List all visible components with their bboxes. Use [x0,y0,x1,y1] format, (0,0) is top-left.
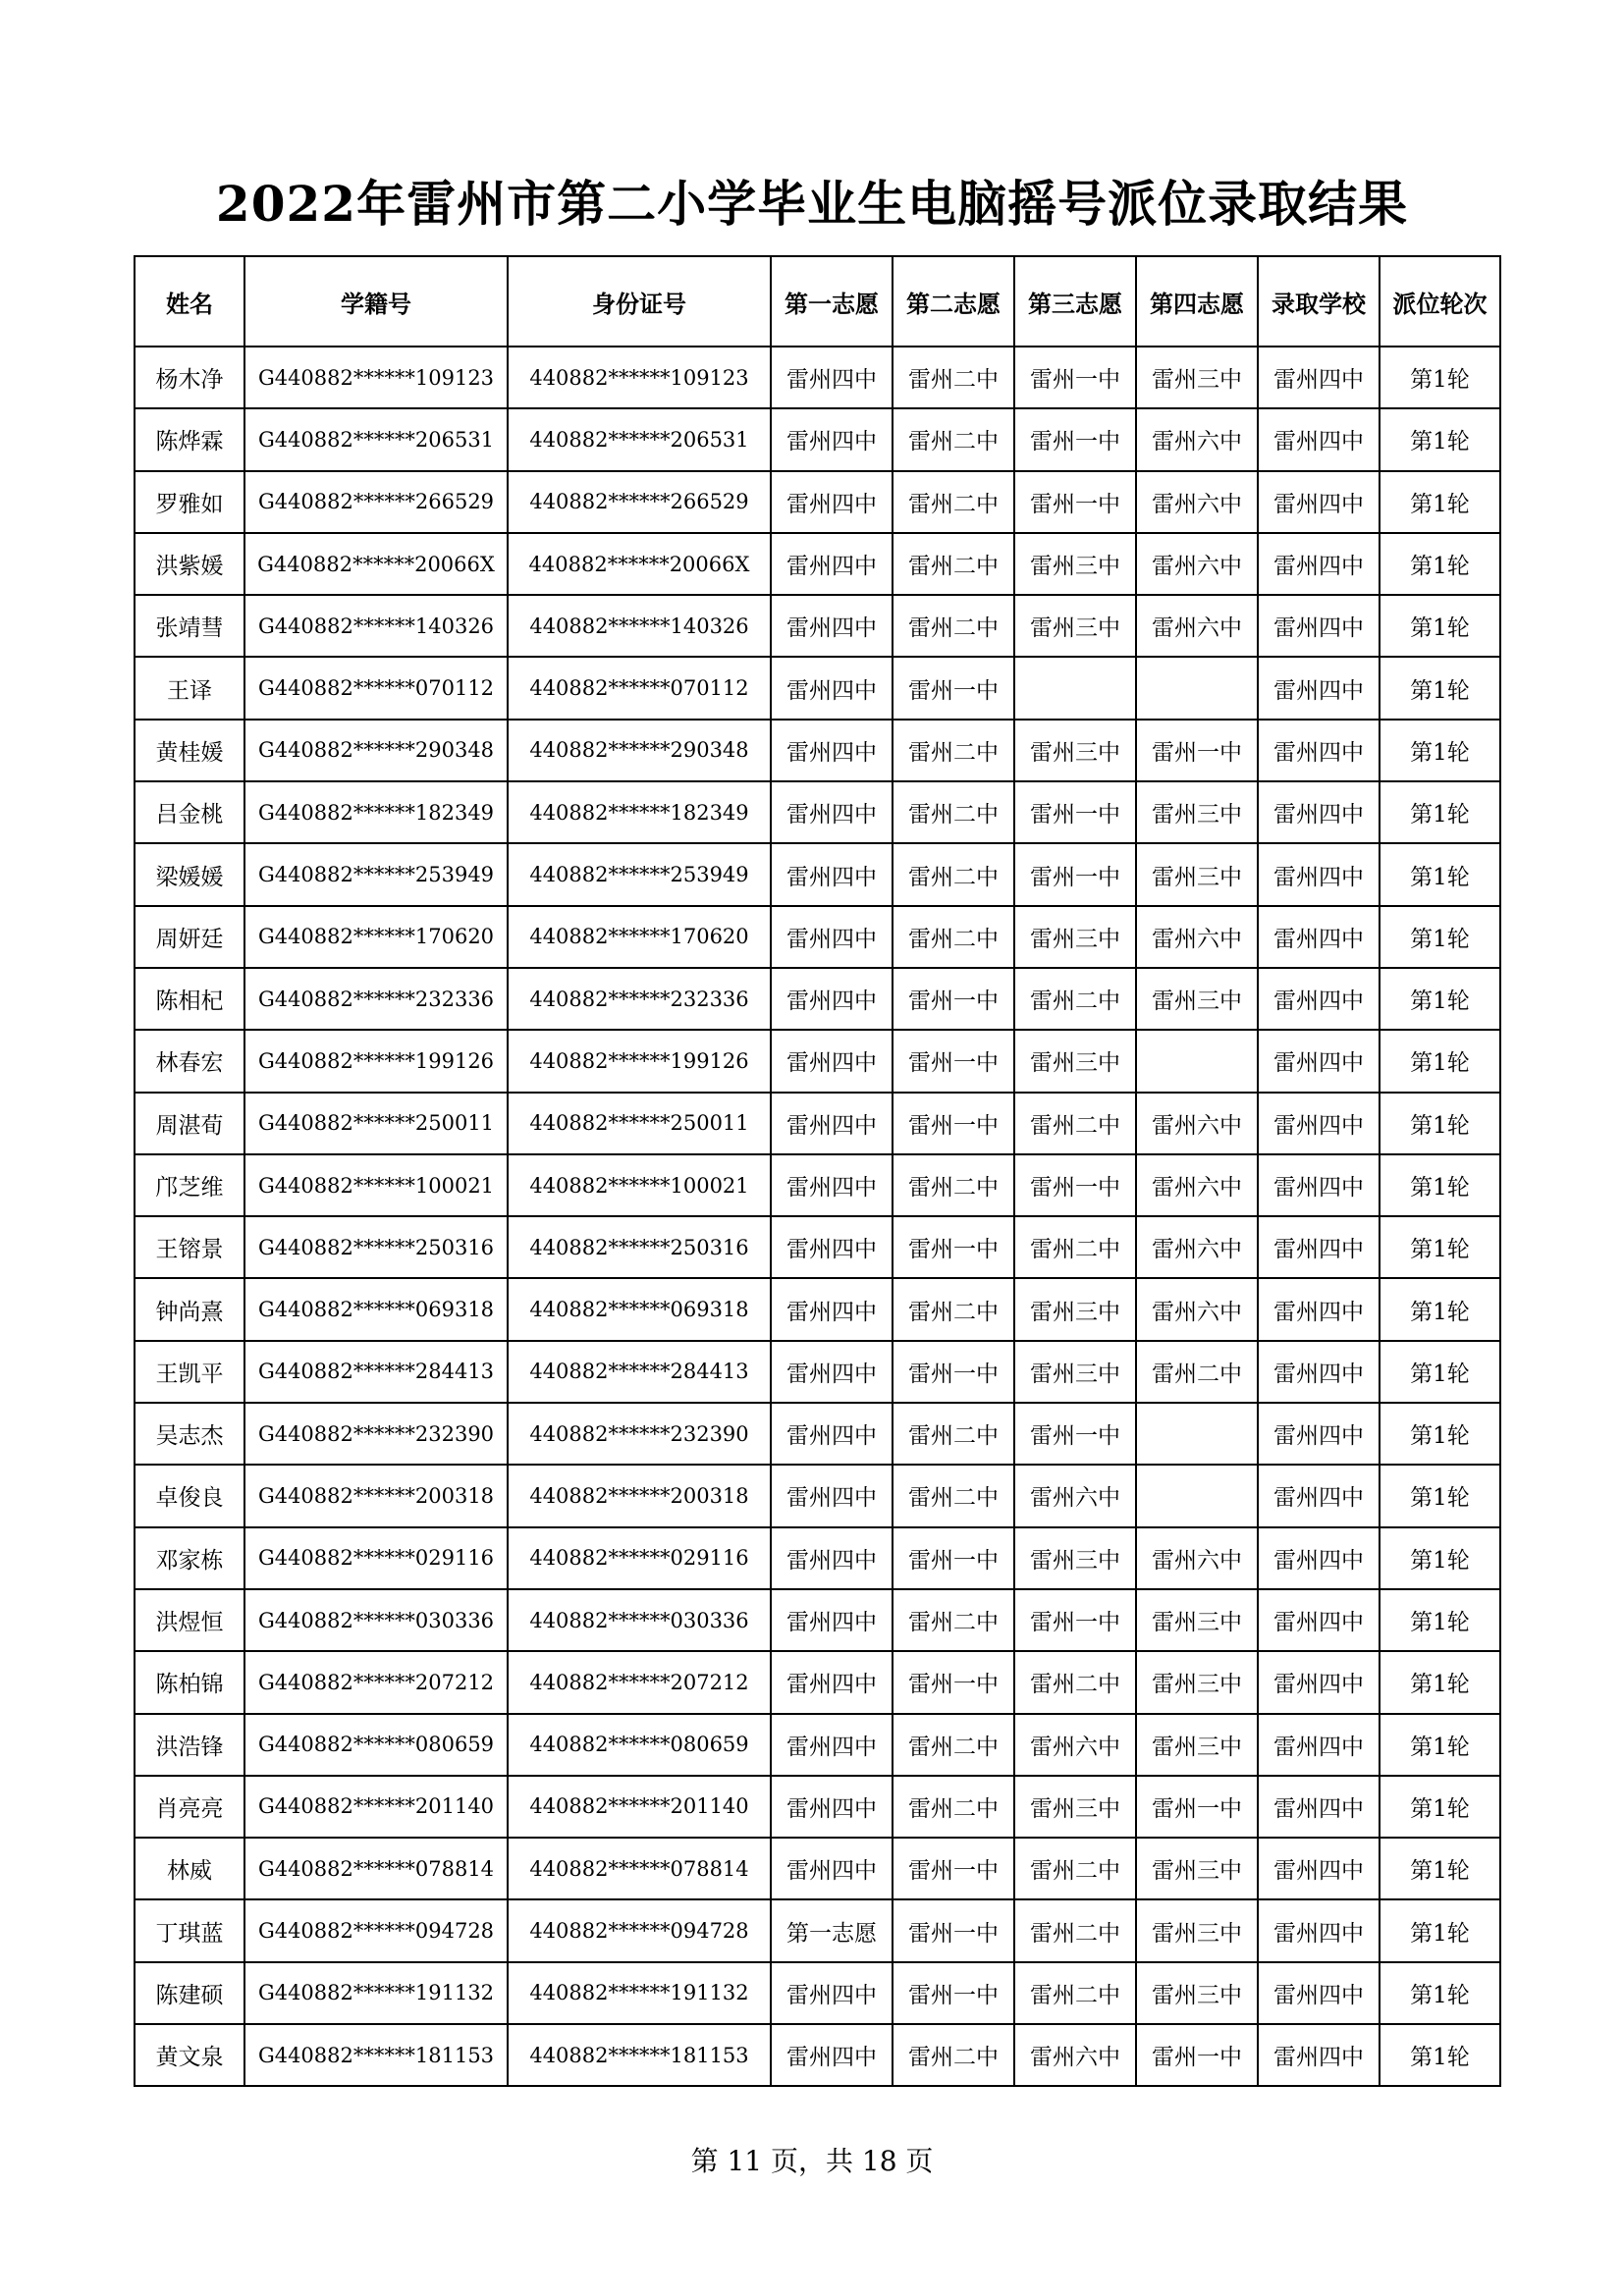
name-cell: 陈相杞 [135,968,244,1030]
choice-4-cell: 雷州六中 [1136,1216,1258,1278]
choice-1-cell: 雷州四中 [771,1216,893,1278]
choice-1-cell: 雷州四中 [771,1838,893,1899]
choice-4-cell: 雷州三中 [1136,843,1258,905]
choice-4-cell: 雷州三中 [1136,1899,1258,1961]
choice-4-cell: 雷州六中 [1136,595,1258,657]
round-cell: 第1轮 [1380,1403,1500,1465]
choice-2-cell: 雷州一中 [893,657,1014,719]
id-card-cell: 440882******170620 [508,906,771,968]
choice-4-cell: 雷州三中 [1136,1962,1258,2024]
student-id-cell: G440882******250316 [244,1216,508,1278]
round-cell: 第1轮 [1380,1714,1500,1776]
table-row [135,1589,1500,1651]
round-cell: 第1轮 [1380,720,1500,781]
id-card-cell: 440882******250011 [508,1093,771,1154]
student-id-cell: G440882******069318 [244,1278,508,1340]
choice-3-cell: 雷州一中 [1014,408,1136,470]
student-id-cell: G440882******094728 [244,1899,508,1961]
choice-4-cell [1136,1465,1258,1526]
choice-2-cell: 雷州二中 [893,533,1014,595]
admitted-school-cell: 雷州四中 [1258,843,1380,905]
round-cell: 第1轮 [1380,1527,1500,1589]
choice-4-cell: 雷州六中 [1136,1527,1258,1589]
id-card-cell: 440882******070112 [508,657,771,719]
choice-1-cell: 雷州四中 [771,1093,893,1154]
name-cell: 卓俊良 [135,1465,244,1526]
table-row [135,2024,1500,2086]
choice-4-cell: 雷州三中 [1136,1651,1258,1713]
choice-3-cell: 雷州一中 [1014,781,1136,843]
choice-1-cell: 雷州四中 [771,1962,893,2024]
choice-2-cell: 雷州一中 [893,1962,1014,2024]
table-row [135,1465,1500,1526]
choice-1-cell: 雷州四中 [771,1341,893,1403]
choice-3-cell: 雷州三中 [1014,533,1136,595]
round-cell: 第1轮 [1380,408,1500,470]
choice-1-cell: 雷州四中 [771,1527,893,1589]
round-cell: 第1轮 [1380,595,1500,657]
student-id-cell: G440882******207212 [244,1651,508,1713]
choice-1-cell: 雷州四中 [771,657,893,719]
choice-4-cell: 雷州六中 [1136,1093,1258,1154]
id-card-cell: 440882******290348 [508,720,771,781]
choice-1-cell: 雷州四中 [771,1465,893,1526]
choice-2-cell: 雷州二中 [893,347,1014,408]
choice-2-cell: 雷州二中 [893,906,1014,968]
admission-results-table [134,255,1501,2087]
admitted-school-cell: 雷州四中 [1258,471,1380,533]
name-cell: 邓家栋 [135,1527,244,1589]
choice-3-cell: 雷州一中 [1014,1589,1136,1651]
name-cell: 洪煜恒 [135,1589,244,1651]
round-cell: 第1轮 [1380,1216,1500,1278]
choice-3-cell: 雷州一中 [1014,471,1136,533]
round-cell: 第1轮 [1380,533,1500,595]
student-id-cell: G440882******201140 [244,1776,508,1838]
id-card-cell: 440882******029116 [508,1527,771,1589]
choice-4-cell: 雷州三中 [1136,1838,1258,1899]
table-row [135,1093,1500,1154]
admitted-school-cell: 雷州四中 [1258,1776,1380,1838]
choice-1-cell: 雷州四中 [771,1030,893,1092]
choice-3-cell: 雷州一中 [1014,347,1136,408]
choice-1-cell: 雷州四中 [771,906,893,968]
choice-4-cell: 雷州六中 [1136,408,1258,470]
student-id-cell: G440882******080659 [244,1714,508,1776]
id-card-cell: 440882******200318 [508,1465,771,1526]
choice-4-cell: 雷州六中 [1136,533,1258,595]
choice-3-cell: 雷州二中 [1014,1093,1136,1154]
admitted-school-cell: 雷州四中 [1258,2024,1380,2086]
choice-3-cell: 雷州二中 [1014,1651,1136,1713]
table-row [135,1714,1500,1776]
name-cell: 陈柏锦 [135,1651,244,1713]
table-row [135,968,1500,1030]
round-cell: 第1轮 [1380,1651,1500,1713]
choice-4-cell [1136,657,1258,719]
choice-1-cell: 雷州四中 [771,347,893,408]
student-id-cell: G440882******232390 [244,1403,508,1465]
choice-3-cell: 雷州三中 [1014,1278,1136,1340]
student-id-cell: G440882******250011 [244,1093,508,1154]
choice-2-cell: 雷州二中 [893,471,1014,533]
choice-2-cell: 雷州二中 [893,1154,1014,1216]
choice-2-cell: 雷州二中 [893,1403,1014,1465]
admitted-school-cell: 雷州四中 [1258,1899,1380,1961]
student-id-cell: G440882******170620 [244,906,508,968]
choice-4-cell: 雷州一中 [1136,1776,1258,1838]
name-cell: 黄文泉 [135,2024,244,2086]
choice-3-cell: 雷州三中 [1014,1341,1136,1403]
table-row [135,906,1500,968]
table-row [135,1838,1500,1899]
admitted-school-cell: 雷州四中 [1258,1527,1380,1589]
admitted-school-cell: 雷州四中 [1258,1030,1380,1092]
table-row [135,1527,1500,1589]
admitted-school-cell: 雷州四中 [1258,1962,1380,2024]
choice-3-cell: 雷州六中 [1014,2024,1136,2086]
choice-2-cell: 雷州二中 [893,2024,1014,2086]
choice-4-cell [1136,1403,1258,1465]
table-row [135,1776,1500,1838]
table-row [135,843,1500,905]
table-row [135,1651,1500,1713]
page-number: 第 11 页，共 18 页 [690,2145,934,2177]
student-id-cell: G440882******232336 [244,968,508,1030]
choice-1-cell: 雷州四中 [771,1651,893,1713]
table-row [135,1278,1500,1340]
choice-4-cell: 雷州六中 [1136,1154,1258,1216]
choice-2-cell: 雷州一中 [893,1838,1014,1899]
admitted-school-cell: 雷州四中 [1258,968,1380,1030]
admitted-school-cell: 雷州四中 [1258,906,1380,968]
choice-4-cell: 雷州一中 [1136,720,1258,781]
id-card-cell: 440882******201140 [508,1776,771,1838]
choice-2-cell: 雷州一中 [893,1527,1014,1589]
name-cell: 周湛荀 [135,1093,244,1154]
choice-2-cell: 雷州二中 [893,1776,1014,1838]
table-row [135,1154,1500,1216]
column-header-choice-1: 第一志愿 [771,256,893,347]
name-cell: 张靖彗 [135,595,244,657]
name-cell: 王凯平 [135,1341,244,1403]
choice-4-cell: 雷州二中 [1136,1341,1258,1403]
admitted-school-cell: 雷州四中 [1258,533,1380,595]
name-cell: 邝芝维 [135,1154,244,1216]
choice-2-cell: 雷州一中 [893,1651,1014,1713]
choice-4-cell: 雷州六中 [1136,1278,1258,1340]
student-id-cell: G440882******290348 [244,720,508,781]
student-id-cell: G440882******182349 [244,781,508,843]
choice-3-cell: 雷州三中 [1014,1776,1136,1838]
choice-4-cell: 雷州六中 [1136,471,1258,533]
choice-3-cell: 雷州二中 [1014,1216,1136,1278]
choice-4-cell: 雷州三中 [1136,347,1258,408]
choice-1-cell: 雷州四中 [771,533,893,595]
choice-1-cell: 第一志愿 [771,1899,893,1961]
student-id-cell: G440882******030336 [244,1589,508,1651]
choice-1-cell: 雷州四中 [771,408,893,470]
table-header-row [135,256,1500,347]
round-cell: 第1轮 [1380,1776,1500,1838]
name-cell: 杨木净 [135,347,244,408]
round-cell: 第1轮 [1380,781,1500,843]
column-header-choice-4: 第四志愿 [1136,256,1258,347]
id-card-cell: 440882******080659 [508,1714,771,1776]
admitted-school-cell: 雷州四中 [1258,657,1380,719]
student-id-cell: G440882******191132 [244,1962,508,2024]
admitted-school-cell: 雷州四中 [1258,1838,1380,1899]
choice-2-cell: 雷州一中 [893,1030,1014,1092]
choice-1-cell: 雷州四中 [771,720,893,781]
table-row [135,1216,1500,1278]
id-card-cell: 440882******207212 [508,1651,771,1713]
id-card-cell: 440882******191132 [508,1962,771,2024]
choice-2-cell: 雷州二中 [893,1465,1014,1526]
admitted-school-cell: 雷州四中 [1258,720,1380,781]
name-cell: 陈建硕 [135,1962,244,2024]
name-cell: 林春宏 [135,1030,244,1092]
round-cell: 第1轮 [1380,1341,1500,1403]
table-body [135,347,1500,2086]
id-card-cell: 440882******181153 [508,2024,771,2086]
admitted-school-cell: 雷州四中 [1258,347,1380,408]
column-header-id-card: 身份证号 [508,256,771,347]
table-row [135,657,1500,719]
choice-3-cell: 雷州二中 [1014,1899,1136,1961]
choice-1-cell: 雷州四中 [771,843,893,905]
round-cell: 第1轮 [1380,1899,1500,1961]
student-id-cell: G440882******100021 [244,1154,508,1216]
id-card-cell: 440882******182349 [508,781,771,843]
id-card-cell: 440882******250316 [508,1216,771,1278]
choice-4-cell: 雷州三中 [1136,968,1258,1030]
admitted-school-cell: 雷州四中 [1258,1465,1380,1526]
name-cell: 王译 [135,657,244,719]
round-cell: 第1轮 [1380,1154,1500,1216]
table-row [135,1962,1500,2024]
choice-3-cell [1014,657,1136,719]
column-header-name: 姓名 [135,256,244,347]
student-id-cell: G440882******266529 [244,471,508,533]
choice-4-cell: 雷州三中 [1136,1714,1258,1776]
choice-2-cell: 雷州二中 [893,781,1014,843]
column-header-round: 派位轮次 [1380,256,1500,347]
column-header-choice-3: 第三志愿 [1014,256,1136,347]
id-card-cell: 440882******232336 [508,968,771,1030]
choice-3-cell: 雷州三中 [1014,1030,1136,1092]
student-id-cell: G440882******078814 [244,1838,508,1899]
id-card-cell: 440882******266529 [508,471,771,533]
choice-2-cell: 雷州一中 [893,1093,1014,1154]
admitted-school-cell: 雷州四中 [1258,1278,1380,1340]
choice-3-cell: 雷州三中 [1014,906,1136,968]
name-cell: 周妍廷 [135,906,244,968]
round-cell: 第1轮 [1380,906,1500,968]
name-cell: 吕金桃 [135,781,244,843]
round-cell: 第1轮 [1380,1838,1500,1899]
admitted-school-cell: 雷州四中 [1258,595,1380,657]
choice-2-cell: 雷州二中 [893,843,1014,905]
choice-1-cell: 雷州四中 [771,1278,893,1340]
name-cell: 洪浩锋 [135,1714,244,1776]
admitted-school-cell: 雷州四中 [1258,781,1380,843]
name-cell: 吴志杰 [135,1403,244,1465]
id-card-cell: 440882******284413 [508,1341,771,1403]
choice-1-cell: 雷州四中 [771,1403,893,1465]
choice-3-cell: 雷州六中 [1014,1465,1136,1526]
admitted-school-cell: 雷州四中 [1258,1589,1380,1651]
choice-1-cell: 雷州四中 [771,471,893,533]
name-cell: 梁媛媛 [135,843,244,905]
name-cell: 黄桂媛 [135,720,244,781]
student-id-cell: G440882******200318 [244,1465,508,1526]
table-row [135,533,1500,595]
choice-2-cell: 雷州一中 [893,1899,1014,1961]
round-cell: 第1轮 [1380,1278,1500,1340]
choice-3-cell: 雷州二中 [1014,1962,1136,2024]
student-id-cell: G440882******253949 [244,843,508,905]
page-title: 2022年雷州市第二小学毕业生电脑摇号派位录取结果 [215,175,1409,233]
choice-4-cell [1136,1030,1258,1092]
student-id-cell: G440882******20066X [244,533,508,595]
name-cell: 陈烨霖 [135,408,244,470]
choice-4-cell: 雷州一中 [1136,2024,1258,2086]
choice-1-cell: 雷州四中 [771,1776,893,1838]
admitted-school-cell: 雷州四中 [1258,1154,1380,1216]
choice-3-cell: 雷州三中 [1014,720,1136,781]
choice-2-cell: 雷州二中 [893,1714,1014,1776]
id-card-cell: 440882******140326 [508,595,771,657]
table-row [135,471,1500,533]
admitted-school-cell: 雷州四中 [1258,1651,1380,1713]
choice-4-cell: 雷州三中 [1136,781,1258,843]
student-id-cell: G440882******029116 [244,1527,508,1589]
name-cell: 罗雅如 [135,471,244,533]
choice-3-cell: 雷州一中 [1014,843,1136,905]
name-cell: 丁琪蓝 [135,1899,244,1961]
choice-1-cell: 雷州四中 [771,1154,893,1216]
name-cell: 洪紫媛 [135,533,244,595]
choice-2-cell: 雷州二中 [893,1278,1014,1340]
admitted-school-cell: 雷州四中 [1258,1714,1380,1776]
student-id-cell: G440882******181153 [244,2024,508,2086]
choice-2-cell: 雷州一中 [893,968,1014,1030]
round-cell: 第1轮 [1380,1030,1500,1092]
column-header-admitted-school: 录取学校 [1258,256,1380,347]
table-row [135,1030,1500,1092]
choice-1-cell: 雷州四中 [771,968,893,1030]
choice-3-cell: 雷州二中 [1014,1838,1136,1899]
choice-1-cell: 雷州四中 [771,1589,893,1651]
id-card-cell: 440882******109123 [508,347,771,408]
id-card-cell: 440882******253949 [508,843,771,905]
choice-3-cell: 雷州一中 [1014,1403,1136,1465]
round-cell: 第1轮 [1380,1093,1500,1154]
choice-3-cell: 雷州六中 [1014,1714,1136,1776]
student-id-cell: G440882******070112 [244,657,508,719]
choice-1-cell: 雷州四中 [771,781,893,843]
choice-1-cell: 雷州四中 [771,1714,893,1776]
admitted-school-cell: 雷州四中 [1258,1341,1380,1403]
name-cell: 钟尚熹 [135,1278,244,1340]
choice-2-cell: 雷州二中 [893,408,1014,470]
id-card-cell: 440882******094728 [508,1899,771,1961]
admitted-school-cell: 雷州四中 [1258,1403,1380,1465]
id-card-cell: 440882******232390 [508,1403,771,1465]
name-cell: 林威 [135,1838,244,1899]
id-card-cell: 440882******069318 [508,1278,771,1340]
id-card-cell: 440882******20066X [508,533,771,595]
choice-1-cell: 雷州四中 [771,2024,893,2086]
round-cell: 第1轮 [1380,1962,1500,2024]
column-header-student-id: 学籍号 [244,256,508,347]
round-cell: 第1轮 [1380,843,1500,905]
admitted-school-cell: 雷州四中 [1258,1216,1380,1278]
choice-4-cell: 雷州三中 [1136,1589,1258,1651]
round-cell: 第1轮 [1380,657,1500,719]
choice-3-cell: 雷州三中 [1014,595,1136,657]
round-cell: 第1轮 [1380,1589,1500,1651]
table-row [135,347,1500,408]
id-card-cell: 440882******078814 [508,1838,771,1899]
choice-3-cell: 雷州三中 [1014,1527,1136,1589]
choice-2-cell: 雷州二中 [893,1589,1014,1651]
round-cell: 第1轮 [1380,968,1500,1030]
student-id-cell: G440882******140326 [244,595,508,657]
round-cell: 第1轮 [1380,471,1500,533]
name-cell: 王镕景 [135,1216,244,1278]
id-card-cell: 440882******100021 [508,1154,771,1216]
admitted-school-cell: 雷州四中 [1258,408,1380,470]
round-cell: 第1轮 [1380,347,1500,408]
table-row [135,595,1500,657]
choice-2-cell: 雷州二中 [893,595,1014,657]
choice-3-cell: 雷州一中 [1014,1154,1136,1216]
choice-1-cell: 雷州四中 [771,595,893,657]
choice-3-cell: 雷州二中 [1014,968,1136,1030]
choice-2-cell: 雷州一中 [893,1216,1014,1278]
student-id-cell: G440882******109123 [244,347,508,408]
student-id-cell: G440882******206531 [244,408,508,470]
name-cell: 肖亮亮 [135,1776,244,1838]
admitted-school-cell: 雷州四中 [1258,1093,1380,1154]
table-row [135,1341,1500,1403]
table-row [135,781,1500,843]
round-cell: 第1轮 [1380,2024,1500,2086]
table-row [135,720,1500,781]
column-header-choice-2: 第二志愿 [893,256,1014,347]
id-card-cell: 440882******206531 [508,408,771,470]
table-row [135,1403,1500,1465]
choice-2-cell: 雷州一中 [893,1341,1014,1403]
table-row [135,1899,1500,1961]
table-row [135,408,1500,470]
student-id-cell: G440882******199126 [244,1030,508,1092]
choice-4-cell: 雷州六中 [1136,906,1258,968]
choice-2-cell: 雷州二中 [893,720,1014,781]
id-card-cell: 440882******030336 [508,1589,771,1651]
round-cell: 第1轮 [1380,1465,1500,1526]
student-id-cell: G440882******284413 [244,1341,508,1403]
id-card-cell: 440882******199126 [508,1030,771,1092]
